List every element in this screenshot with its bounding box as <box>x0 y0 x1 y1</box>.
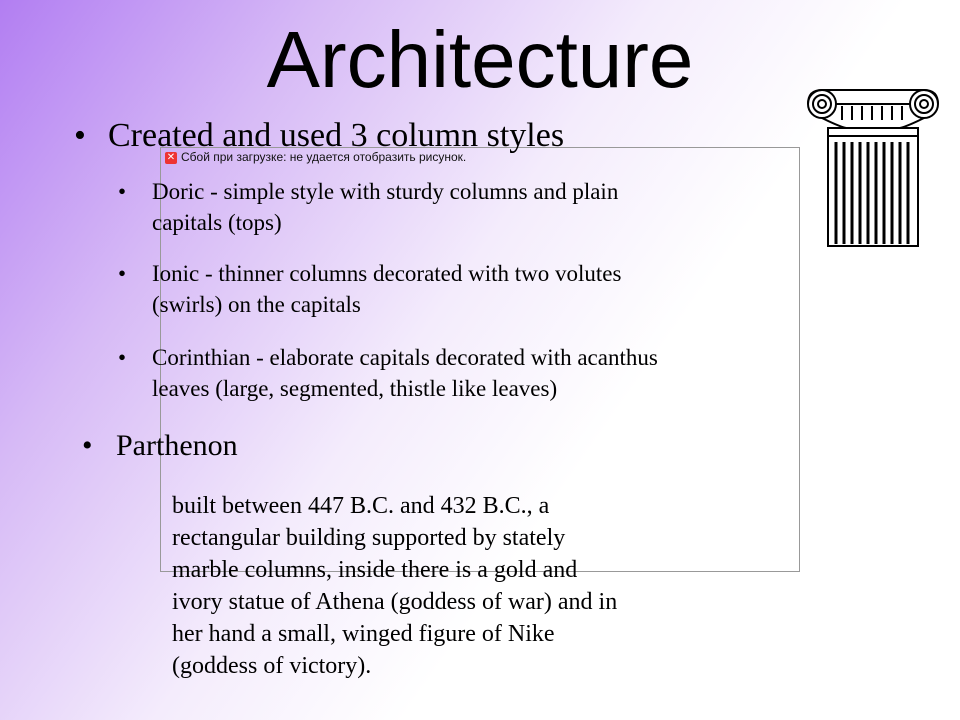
bullet-dot: • <box>118 345 127 370</box>
paragraph-line: ivory statue of Athena (goddess of war) and in <box>172 589 618 615</box>
bullet-column-styles <box>74 116 564 156</box>
ionic-column-icon <box>798 82 948 248</box>
sub-bullet-line: leaves (large, segmented, thistle like leaves) <box>152 376 558 401</box>
bullet-text: Created and used 3 column styles <box>108 117 565 154</box>
sub-bullet-line: Ionic - thinner columns decorated with two volutes <box>152 261 622 286</box>
paragraph-line: (goddess of victory). <box>172 653 372 679</box>
sub-bullet-line: Corinthian - elaborate capitals decorated with acanthus <box>152 345 658 370</box>
slide-title: Architecture <box>266 15 694 104</box>
paragraph-line: rectangular building supported by stately <box>172 525 566 551</box>
sub-bullet-ionic <box>118 258 621 320</box>
placeholder-message: Сбой при загрузке: не удается отобразить рисунок. <box>181 150 467 164</box>
sub-bullet-line: capitals (tops) <box>152 210 282 235</box>
bullet-dot: • <box>118 179 127 204</box>
paragraph-line: marble columns, inside there is a gold and <box>172 557 578 583</box>
sub-bullet-corinthian <box>118 342 658 404</box>
parthenon-description <box>172 490 792 682</box>
sub-bullet-line: (swirls) on the capitals <box>152 292 361 317</box>
sub-bullet-doric <box>118 176 618 238</box>
bullet-dot: • <box>82 429 93 462</box>
sub-bullet-line: Doric - simple style with sturdy columns and plain <box>152 179 619 204</box>
bullet-dot: • <box>118 261 127 286</box>
paragraph-line: her hand a small, winged figure of Nike <box>172 621 555 647</box>
paragraph-line: built between 447 B.C. and 432 B.C., a <box>172 493 550 519</box>
bullet-text: Parthenon <box>116 429 238 462</box>
bullet-parthenon <box>82 426 238 466</box>
broken-image-icon: ✕ <box>166 152 176 163</box>
bullet-dot: • <box>74 117 86 154</box>
